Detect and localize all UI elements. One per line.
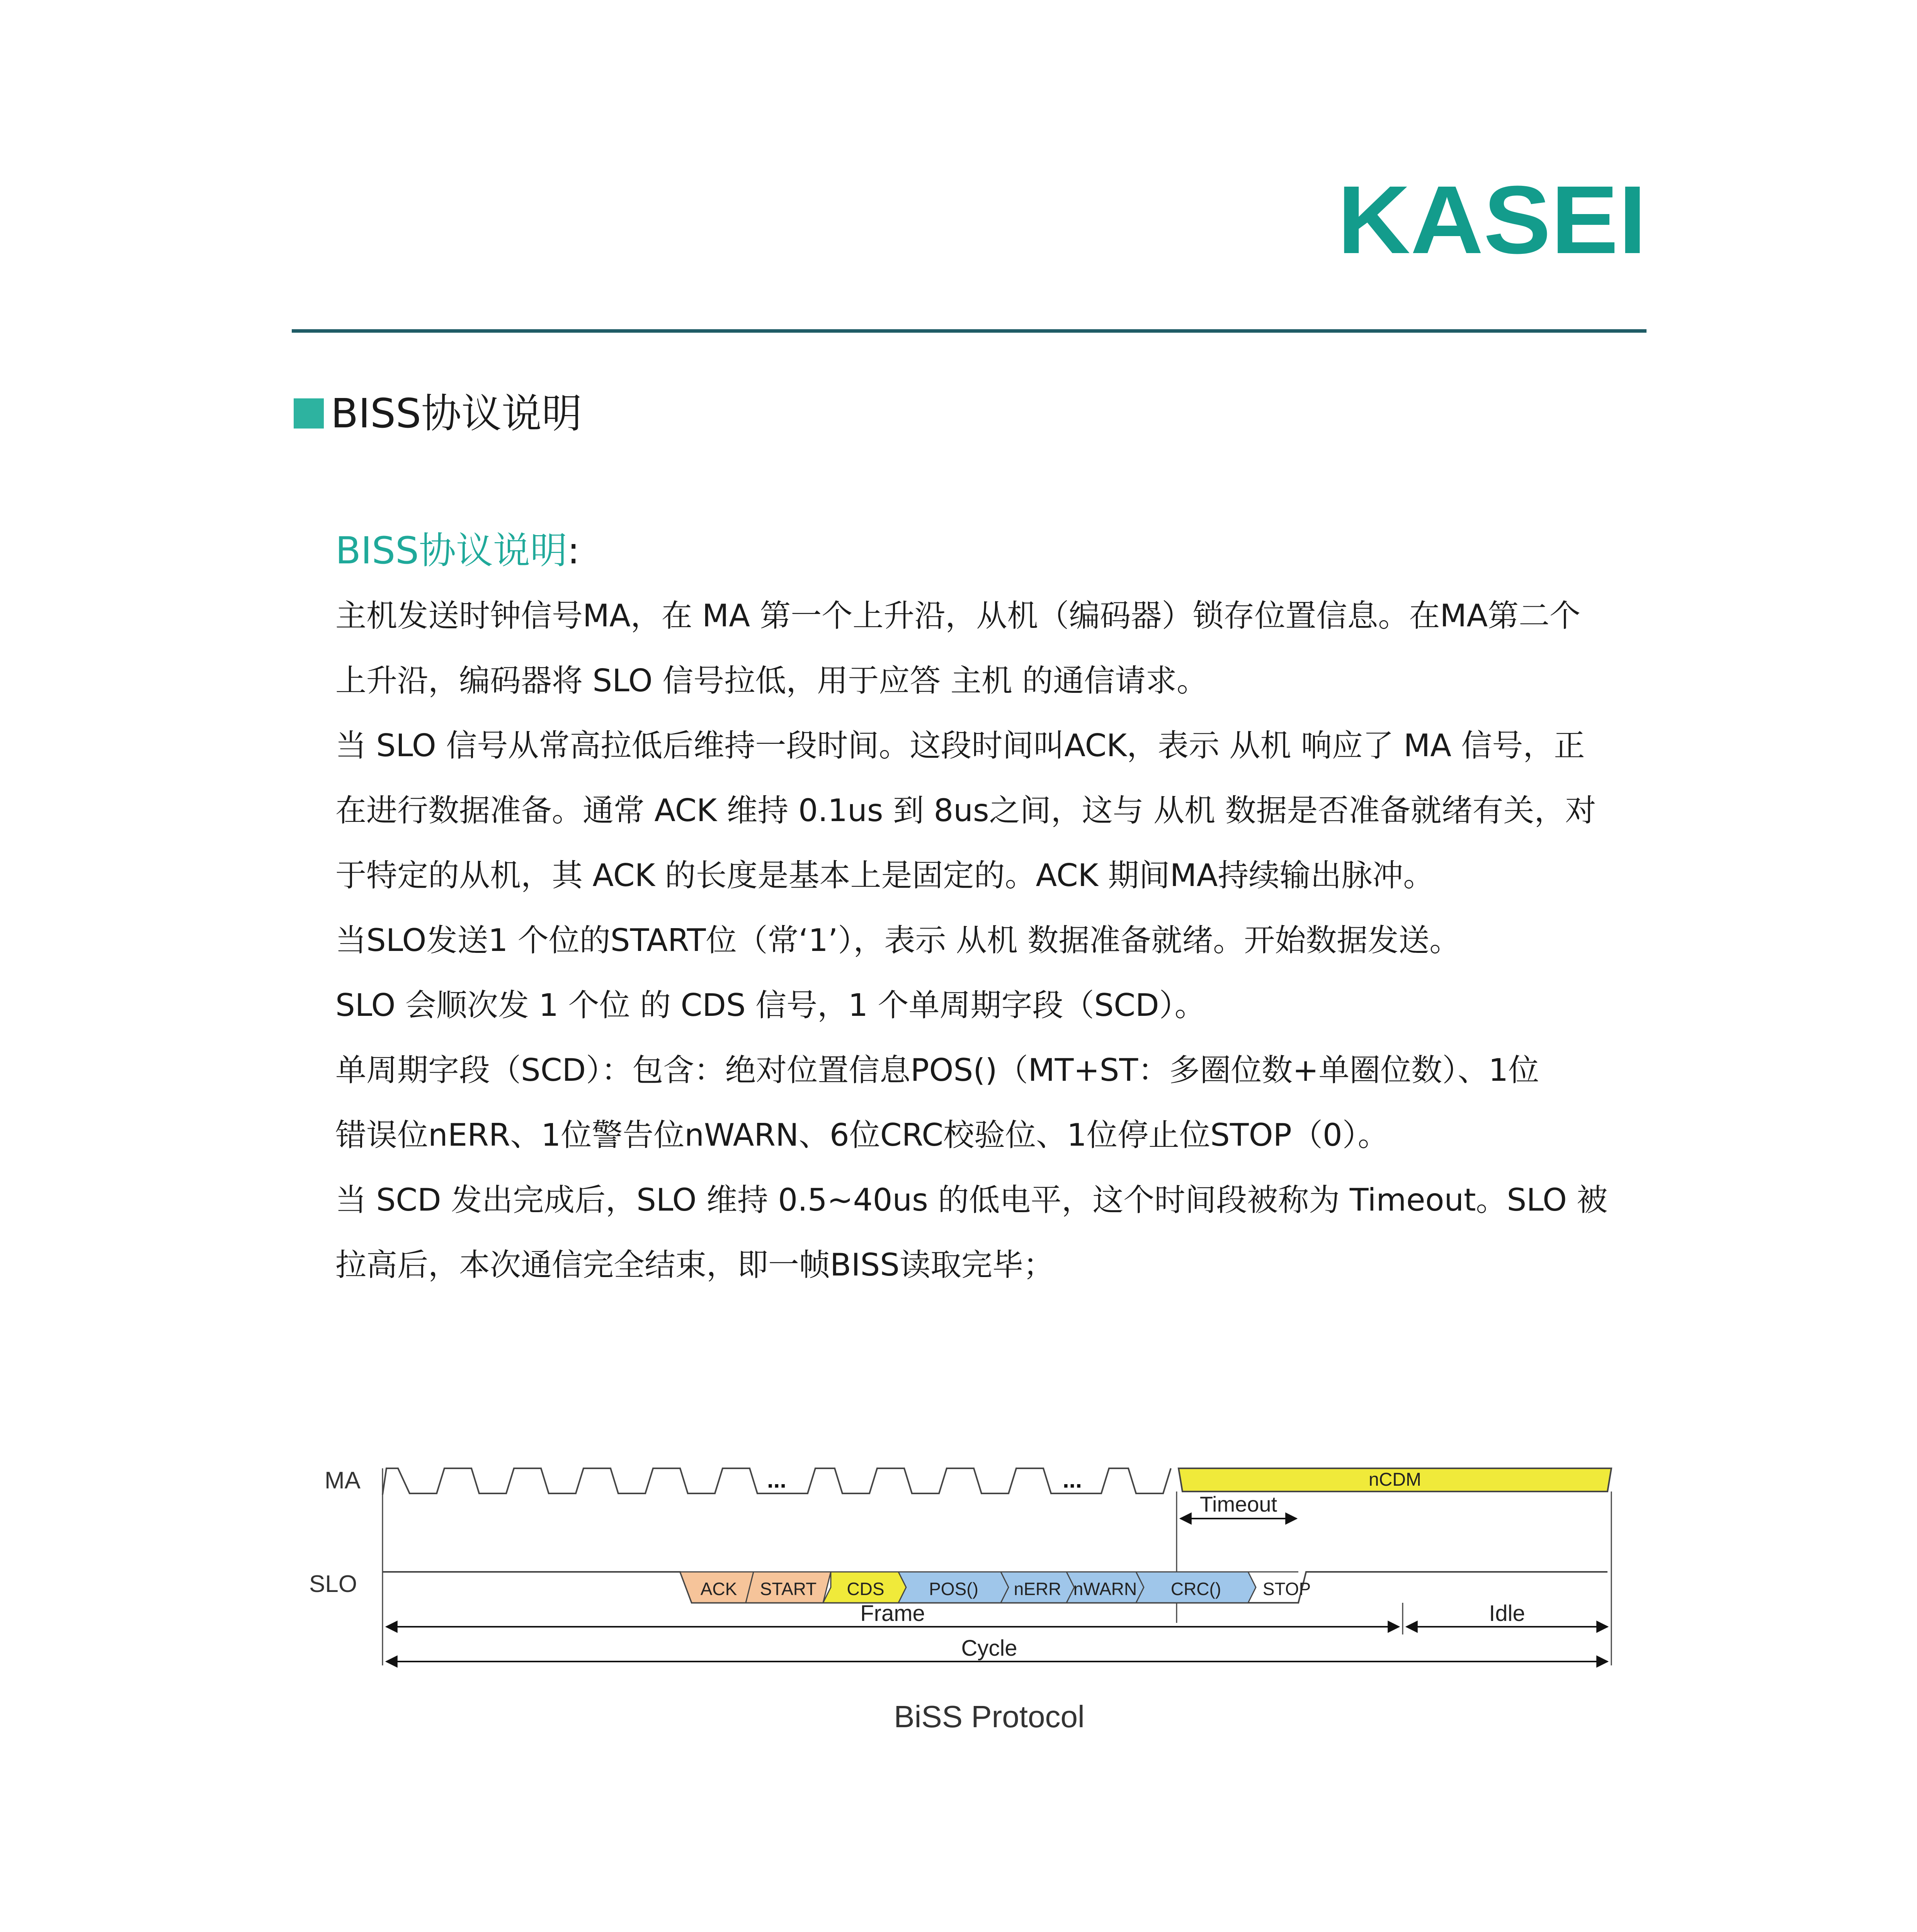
paragraph-line: 在进行数据准备。通常 ACK 维持 0.1us 到 8us之间，这与 从机 数据是否准备就绪有关，对 bbox=[335, 793, 1596, 828]
subtitle bbox=[335, 518, 1649, 583]
field-crc-label: CRC() bbox=[1170, 1579, 1221, 1599]
ma-ellipsis-1: ... bbox=[767, 1467, 787, 1493]
paragraph-line: 当 SLO 信号从常高拉低后维持一段时间。这段时间叫ACK，表示 从机 响应了 MA 信号，正 bbox=[335, 728, 1585, 764]
ma-ellipsis-2: ... bbox=[1063, 1467, 1082, 1493]
paragraph-line: 于特定的从机，其 ACK 的长度是基本上是固定的。ACK 期间MA持续输出脉冲。 bbox=[335, 857, 1434, 893]
body-text-block bbox=[335, 518, 1649, 1298]
subtitle-colon: : bbox=[567, 529, 580, 572]
paragraph-line: 错误位nERR、1位警告位nWARN、6位CRC校验位、1位停止位STOP（0）。 bbox=[335, 1117, 1389, 1153]
field-nwarn-label: nWARN bbox=[1073, 1579, 1137, 1599]
frame-label: Frame bbox=[860, 1601, 925, 1626]
section-marker-square bbox=[294, 398, 324, 429]
field-ack-label: ACK bbox=[700, 1579, 737, 1599]
field-nerr-label: nERR bbox=[1014, 1579, 1061, 1599]
paragraph-line: 上升沿，编码器将 SLO 信号拉低，用于应答 主机 的通信请求。 bbox=[335, 663, 1208, 699]
subtitle-text: BISS协议说明 bbox=[335, 529, 568, 572]
paragraph-line: 当 SCD 发出完成后，SLO 维持 0.5~40us 的低电平，这个时间段被称为 Timeout。SLO 被 bbox=[335, 1182, 1608, 1218]
signal-label-ma: MA bbox=[325, 1467, 361, 1494]
signal-label-slo: SLO bbox=[309, 1571, 357, 1597]
field-stop-label: STOP bbox=[1262, 1579, 1311, 1599]
section-title: BISS协议说明 bbox=[331, 390, 582, 437]
field-start-label: START bbox=[760, 1579, 817, 1599]
timing-diagram-svg bbox=[294, 1430, 1646, 1793]
kasei-logo bbox=[1337, 170, 1647, 270]
ncdm-label: nCDM bbox=[1368, 1469, 1422, 1490]
logo-text: KASEI bbox=[1337, 170, 1647, 270]
figure-caption: BiSS Protocol bbox=[894, 1699, 1085, 1734]
field-cds-label: CDS bbox=[847, 1579, 885, 1599]
paragraph-line: 当SLO发送1 个位的START位（常‘1’），表示 从机 数据准备就绪。开始数据发送。 bbox=[335, 922, 1461, 958]
timeout-label: Timeout bbox=[1199, 1492, 1277, 1516]
paragraph-line: SLO 会顺次发 1 个位 的 CDS 信号，1 个单周期字段（SCD）。 bbox=[335, 987, 1206, 1023]
field-pos-label: POS() bbox=[929, 1579, 978, 1599]
header-divider bbox=[292, 329, 1647, 333]
cycle-label: Cycle bbox=[961, 1636, 1017, 1661]
paragraph-line: 主机发送时钟信号MA，在 MA 第一个上升沿，从机（编码器）锁存位置信息。在MA第二个 bbox=[335, 598, 1581, 634]
paragraph-line: 拉高后，本次通信完全结束，即一帧BISS读取完毕； bbox=[335, 1247, 1055, 1283]
paragraph-line: 单周期字段（SCD）：包含：绝对位置信息POS()（MT+ST：多圈位数+单圈位数）、1位 bbox=[335, 1052, 1539, 1088]
idle-label: Idle bbox=[1489, 1601, 1525, 1626]
section-heading bbox=[294, 390, 582, 437]
biss-timing-diagram bbox=[294, 1430, 1646, 1793]
